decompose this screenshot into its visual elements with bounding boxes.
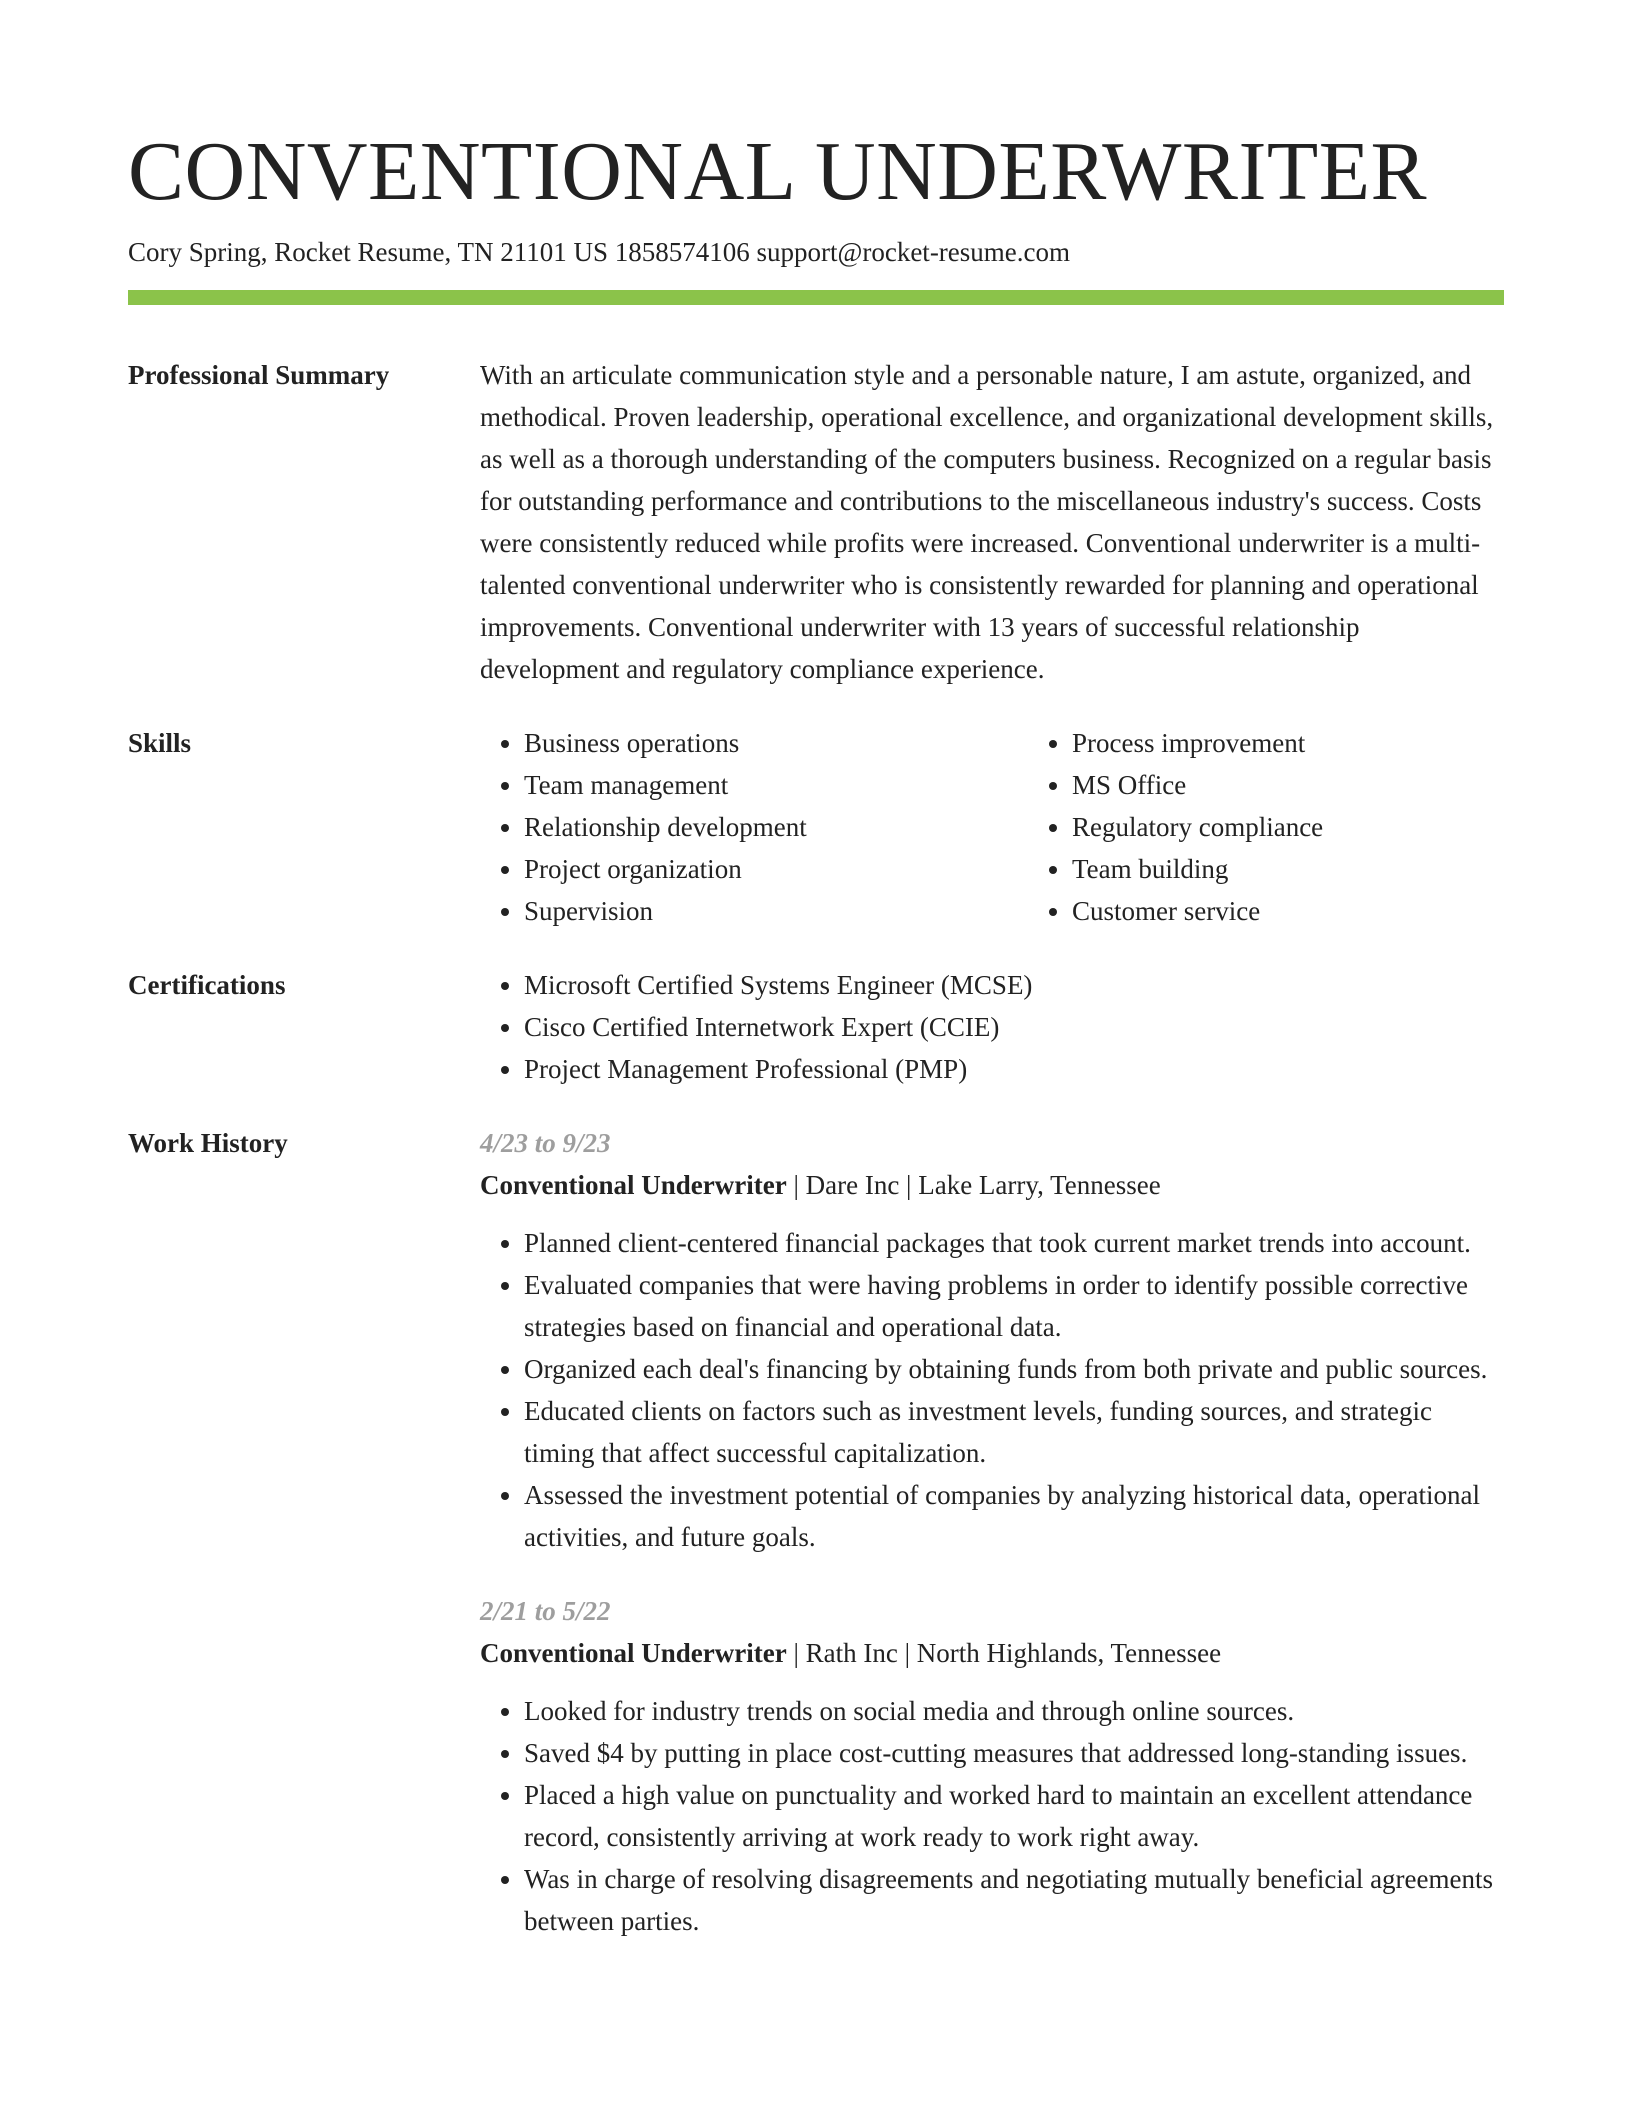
job-bullet: • Educated clients on factors such as investment levels, funding sources, and strategic timing that affect successful capitalization. [524,1390,1504,1474]
job-dates: 4/23 to 9/23 [480,1128,611,1158]
skill-item: • Supervision [524,890,1028,932]
contact-line: Cory Spring, Rocket Resume, TN 21101 US 1858574106 support@rocket-resume.com [128,237,1071,267]
skill-item: • Team management [524,764,1028,806]
resume-page [128,118,1504,1942]
section-label: Certifications [128,970,286,1000]
header-divider [128,290,1504,305]
skill-item: • Business operations [524,722,1028,764]
skill-item: • MS Office [1072,764,1576,806]
skill-item: • Regulatory compliance [1072,806,1576,848]
skill-item: • Process improvement [1072,722,1576,764]
certifications-list [480,964,1504,1090]
job-bullet: • Saved $4 by putting in place cost-cutting measures that addressed long-standing issues. [524,1732,1504,1774]
section-label: Skills [128,728,192,758]
summary-text: With an articulate communication style and a personable nature, I am astute, organized, and methodical. Proven leadership, operational excellence, and organizational development skills, as well as a thorough understanding of the computers business. Recognized on a regular basis for outstanding performance and contributions to the miscellaneous industry's success. Costs were consistently reduced while profits were increased. Conventional underwriter is a multi-talented conventional underwriter who is consistently rewarded for planning and operational improvements. Conventional underwriter with 13 years of successful relationship development and regulatory compliance experience. [480,360,1494,684]
resume-name: CONVENTIONAL UNDERWRITER [128,125,1428,218]
certification-item: • Cisco Certified Internetwork Expert (CCIE) [524,1006,1504,1048]
certifications-body [480,964,1504,1090]
skills-columns [480,722,1576,932]
certification-item: • Project Management Professional (PMP) [524,1048,1504,1090]
skills-section [128,722,1504,932]
job-details: | Dare Inc | Lake Larry, Tennessee [786,1170,1161,1200]
job-bullet: • Placed a high value on punctuality and worked hard to maintain an excellent attendance record, consistently arriving at work ready to work right away. [524,1774,1504,1858]
job-bullet: • Organized each deal's financing by obtaining funds from both private and public sources. [524,1348,1504,1390]
section-label: Work History [128,1128,288,1158]
certification-item: • Microsoft Certified Systems Engineer (MCSE) [524,964,1504,1006]
job-bullet: • Was in charge of resolving disagreements and negotiating mutually beneficial agreements between parties. [524,1858,1504,1942]
job-title: Conventional Underwriter [480,1638,787,1668]
job-title: Conventional Underwriter [480,1170,787,1200]
job-entry [480,1122,1504,1558]
certifications-section [128,964,1504,1090]
job-bullet: • Looked for industry trends on social media and through online sources. [524,1690,1504,1732]
job-bullets [480,1690,1504,1942]
job-bullet: • Evaluated companies that were having problems in order to identify possible corrective strategies based on financial and operational data. [524,1264,1504,1348]
skill-item: • Relationship development [524,806,1028,848]
skill-item: • Project organization [524,848,1028,890]
job-heading [480,1632,1504,1674]
job-dates: 2/21 to 5/22 [480,1596,611,1626]
skill-item: • Customer service [1072,890,1576,932]
work-history-section [128,1122,1504,1942]
section-label: Professional Summary [128,360,390,390]
job-heading [480,1164,1504,1206]
job-bullet: • Planned client-centered financial packages that took current market trends into account. [524,1222,1504,1264]
job-bullet: • Assessed the investment potential of companies by analyzing historical data, operational activities, and future goals. [524,1474,1504,1558]
skills-list-right [1028,722,1576,932]
job-details: | Rath Inc | North Highlands, Tennessee [786,1638,1222,1668]
skill-item: • Team building [1072,848,1576,890]
summary-section [128,354,1504,690]
job-entry [480,1590,1504,1942]
work-history-body [480,1122,1504,1942]
job-bullets [480,1222,1504,1558]
skills-list-left [480,722,1028,932]
